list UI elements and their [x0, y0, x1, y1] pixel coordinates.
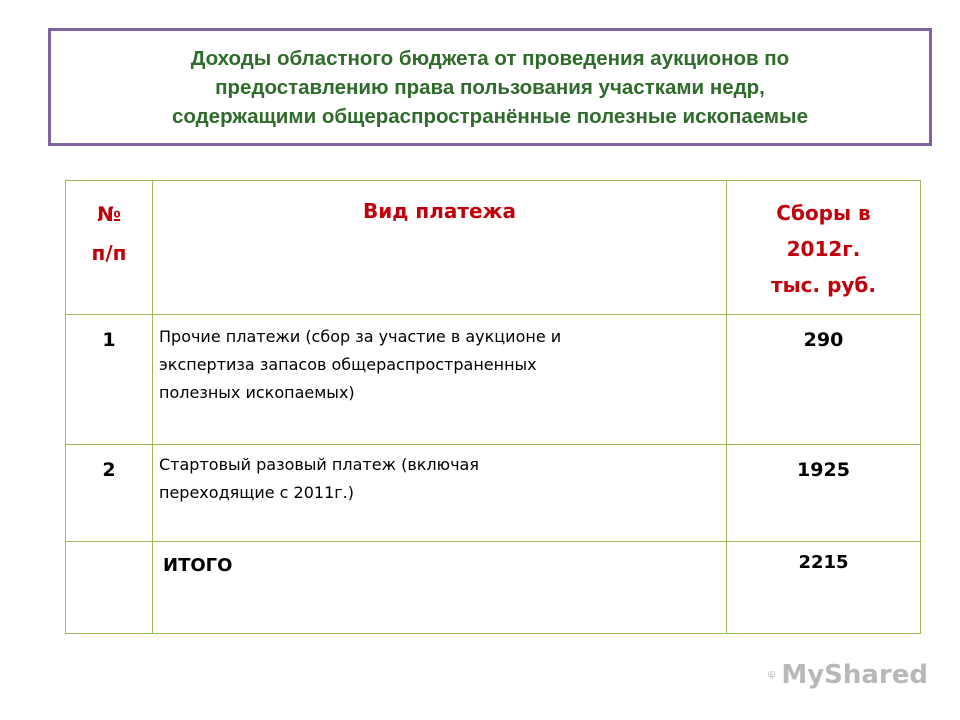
row-number: 1	[102, 329, 116, 351]
header-amount-line-2: 2012г.	[786, 237, 861, 261]
header-amount-line-3: тыс. руб.	[770, 273, 876, 297]
table-row	[66, 445, 921, 542]
slide-title-line-3: содержащими общераспространённые полезные ископаемые	[172, 104, 808, 128]
table-header-row	[66, 181, 921, 315]
slide-title-line-2: предоставлению права пользования участками недр,	[215, 75, 765, 99]
row-number: 2	[102, 459, 116, 481]
row-amount-cell	[727, 542, 921, 634]
row-payment-type-line: экспертиза запасов общераспространенных	[159, 355, 537, 374]
header-number-symbol: №	[96, 202, 122, 226]
watermark-logo	[768, 655, 928, 695]
row-payment-type-cell	[153, 315, 727, 445]
watermark-text: MyShared	[781, 660, 928, 690]
row-payment-type-cell	[153, 542, 727, 634]
header-number-abbrev: п/п	[91, 241, 127, 265]
row-amount: 290	[803, 329, 844, 351]
table-total-row	[66, 542, 921, 634]
header-amount-line-1: Сборы в	[776, 201, 871, 225]
total-amount: 2215	[798, 552, 849, 573]
slide-title-line-1: Доходы областного бюджета от проведения аукционов по	[190, 46, 790, 70]
table-row	[66, 315, 921, 445]
row-payment-type-line: переходящие с 2011г.)	[159, 483, 354, 502]
header-cell-amount	[727, 181, 921, 315]
total-label: ИТОГО	[163, 555, 233, 576]
row-payment-type-line: Прочие платежи (сбор за участие в аукционе и	[159, 327, 562, 346]
row-payment-type-cell	[153, 445, 727, 542]
header-payment-type-label: Вид платежа	[363, 199, 516, 223]
row-number-cell	[66, 315, 153, 445]
header-cell-number	[66, 181, 153, 315]
presentation-board-icon	[768, 658, 775, 692]
row-amount-cell	[727, 445, 921, 542]
row-payment-type-line: Стартовый разовый платеж (включая	[159, 455, 479, 474]
row-number-cell	[66, 445, 153, 542]
row-number-cell	[66, 542, 153, 634]
revenue-table	[65, 180, 921, 634]
slide-title-box	[48, 28, 932, 146]
row-payment-type-line: полезных ископаемых)	[159, 383, 355, 402]
header-cell-payment-type	[153, 181, 727, 315]
row-amount-cell	[727, 315, 921, 445]
row-amount: 1925	[797, 459, 850, 481]
slide-title	[172, 44, 808, 131]
